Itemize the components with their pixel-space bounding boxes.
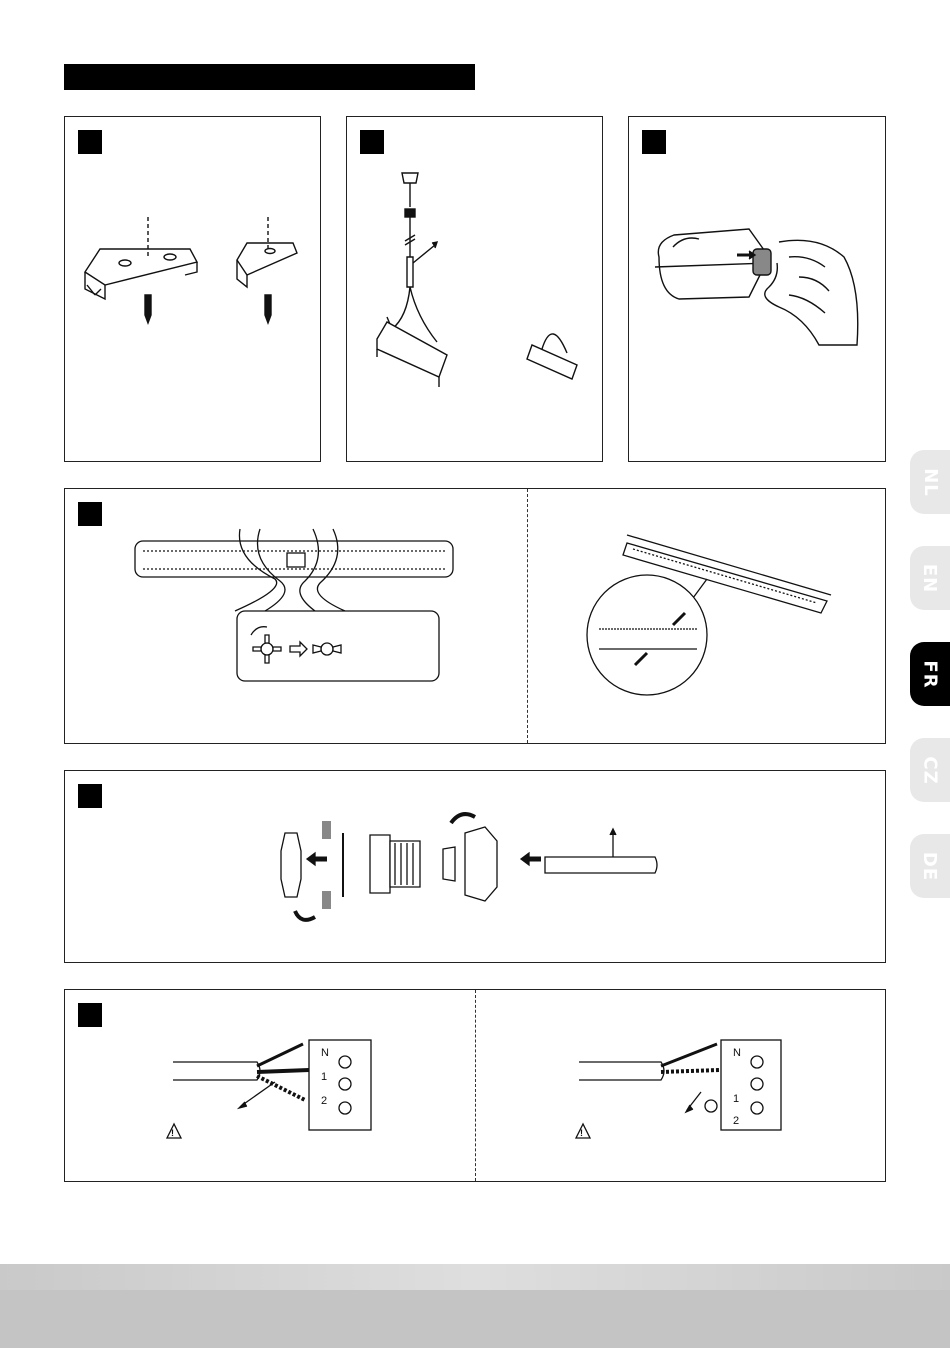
step-panel-suspension [346, 116, 603, 462]
cable-gland-illustration [65, 771, 885, 962]
language-tab-label: DE [919, 851, 941, 881]
section-title-bar [64, 64, 475, 90]
step-panel-clip-attach [628, 116, 886, 462]
footer-band [0, 1290, 950, 1348]
terminal-label-2: 2 [321, 1095, 328, 1107]
terminal-label-1: 1 [733, 1093, 740, 1105]
language-tab-en[interactable] [910, 546, 950, 610]
language-tab-label: NL [919, 467, 941, 497]
luminaire-latch-illustration [65, 489, 525, 743]
footer-band-top [0, 1264, 950, 1290]
terminal-label-2: 2 [733, 1115, 740, 1127]
language-tab-label: CZ [919, 755, 941, 785]
suspension-illustration [347, 117, 602, 461]
terminal-label-n: N [321, 1047, 329, 1059]
wiring-left-illustration [65, 990, 473, 1181]
terminal-label-n: N [733, 1047, 741, 1059]
latch-detail-illustration [527, 489, 885, 743]
language-tab-label: EN [919, 563, 941, 593]
step-panel-cable-gland [64, 770, 886, 963]
warning-triangle-icon: ! [580, 1128, 583, 1138]
terminal-label-1: 1 [321, 1071, 328, 1083]
mounting-clip-illustration [65, 117, 320, 461]
warning-triangle-icon: ! [171, 1128, 174, 1138]
wiring-right-illustration [475, 990, 885, 1181]
language-tab-de[interactable] [910, 834, 950, 898]
language-tab-nl[interactable] [910, 450, 950, 514]
language-tab-label: FR [919, 659, 941, 689]
language-tab-fr[interactable] [910, 642, 950, 706]
step-panel-mounting-clips [64, 116, 321, 462]
step-panel-wiring [64, 989, 886, 1182]
step-panel-latches [64, 488, 886, 744]
hand-clip-illustration [629, 117, 885, 461]
language-tab-cz[interactable] [910, 738, 950, 802]
